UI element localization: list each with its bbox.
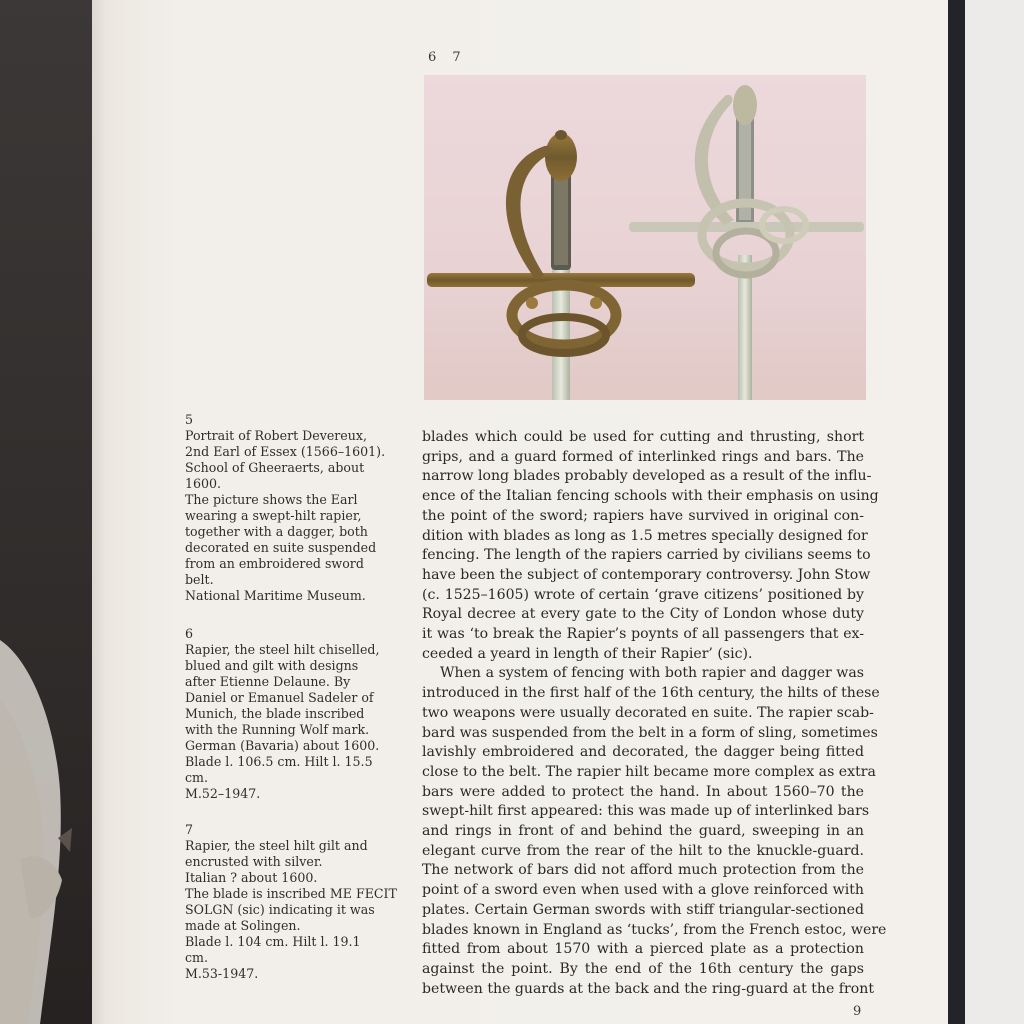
body-line: introduced in the first half of the 16th century, the hilts of these: [422, 685, 880, 702]
body-line: point of a sword even when used with a glove reinforced with: [422, 882, 864, 899]
body-line: blades known in England as ‘tucks’, from the French estoc, were: [422, 921, 887, 938]
body-line: fencing. The length of the rapiers carried by civilians seems to: [422, 547, 871, 564]
body-line: When a system of fencing with both rapier and dagger was: [440, 665, 864, 682]
body-line: between the guards at the back and the ring-guard at the front: [422, 980, 874, 997]
caption-line: The picture shows the Earl: [185, 492, 358, 507]
caption-line: SOLGN (sic) indicating it was: [185, 902, 375, 917]
caption-line: wearing a swept-hilt rapier,: [185, 508, 362, 523]
caption-line: 2nd Earl of Essex (1566–1601).: [185, 444, 386, 459]
caption-6: [185, 626, 385, 802]
table-background: [960, 0, 1024, 1024]
portrait-figure: [0, 0, 92, 1024]
body-line: (c. 1525–1605) wrote of certain ‘grave citizens’ positioned by: [422, 586, 864, 603]
caption-line: together with a dagger, both: [185, 524, 368, 539]
caption-5: [185, 412, 385, 604]
caption-line: from an embroidered sword: [185, 556, 364, 571]
body-line: lavishly embroidered and decorated, the dagger being fitted: [422, 744, 864, 761]
body-line: have been the subject of contemporary controversy. John Stow: [422, 566, 871, 583]
body-line: elegant curve from the rear of the hilt to the knuckle-guard.: [422, 842, 864, 859]
caption-line: made at Solingen.: [185, 918, 301, 933]
body-line: dition with blades as long as 1.5 metres specially designed for: [422, 527, 868, 544]
caption-line: Italian ? about 1600.: [185, 870, 318, 885]
body-line: two weapons were usually decorated en suite. The rapier scab-: [422, 704, 874, 721]
caption-line: blued and gilt with designs: [185, 658, 359, 673]
plate-numbers: 6 7: [428, 50, 467, 65]
caption-line: Rapier, the steel hilt chiselled,: [185, 642, 380, 657]
body-line: fitted from about 1570 with a pierced plate as a protection: [422, 941, 864, 958]
body-line: the point of the sword; rapiers have survived in original con-: [422, 507, 864, 524]
caption-line: cm.: [185, 770, 208, 785]
caption-line: Munich, the blade inscribed: [185, 706, 365, 721]
caption-line: 1600.: [185, 476, 222, 491]
body-line: plates. Certain German swords with stiff triangular-sectioned: [422, 901, 864, 918]
caption-7: [185, 822, 397, 982]
body-line: ence of the Italian fencing schools with their emphasis on using: [422, 488, 879, 505]
caption-line: The blade is inscribed ME FECIT: [185, 886, 397, 901]
body-text: [422, 428, 887, 999]
body-line: bars were added to protect the hand. In about 1560–70 the: [422, 783, 864, 800]
body-line: bard was suspended from the belt in a form of sling, sometimes: [422, 724, 878, 741]
caption-number: 6: [185, 626, 194, 641]
body-line: The network of bars did not afford much protection from the: [422, 862, 864, 879]
caption-line: Blade l. 106.5 cm. Hilt l. 15.5: [185, 754, 373, 769]
book-cover-edge: [945, 0, 965, 1024]
caption-line: Daniel or Emanuel Sadeler of: [185, 690, 374, 705]
caption-number: 7: [185, 822, 194, 837]
caption-line: M.53-1947.: [185, 966, 259, 981]
body-line: it was ‘to break the Rapier’s poynts of all passengers that ex-: [422, 626, 864, 643]
body-line: against the point. By the end of the 16th century the gaps: [422, 960, 864, 977]
page-number: 9: [853, 1004, 862, 1019]
caption-line: cm.: [185, 950, 208, 965]
body-line: grips, and a guard formed of interlinked rings and bars. The: [422, 448, 864, 465]
caption-line: Blade l. 104 cm. Hilt l. 19.1: [185, 934, 361, 949]
body-line: and rings in front of and behind the guard, sweeping in an: [422, 823, 864, 840]
caption-line: with the Running Wolf mark.: [185, 722, 370, 737]
caption-line: German (Bavaria) about 1600.: [185, 738, 380, 753]
caption-line: M.52–1947.: [185, 786, 261, 801]
body-line: blades which could be used for cutting and thrusting, short: [422, 429, 864, 445]
caption-line: decorated en suite suspended: [185, 540, 377, 555]
caption-line: after Etienne Delaune. By: [185, 674, 351, 689]
body-line: swept-hilt first appeared: this was made up of interlinked bars: [422, 803, 870, 820]
caption-line: belt.: [185, 572, 214, 587]
caption-line: Rapier, the steel hilt gilt and: [185, 838, 368, 853]
portrait-plate-edge: [0, 0, 92, 1024]
body-line: ceeded a yeard in length of their Rapier’ (sic).: [422, 645, 753, 662]
body-line: close to the belt. The rapier hilt became more complex as extra: [422, 763, 876, 780]
caption-line: School of Gheeraerts, about: [185, 460, 365, 475]
caption-number: 5: [185, 412, 194, 427]
body-line: Royal decree at every gate to the City of London whose duty: [422, 606, 864, 623]
caption-line: Portrait of Robert Devereux,: [185, 428, 367, 443]
body-line: narrow long blades probably developed as a result of the influ-: [422, 468, 872, 485]
caption-line: encrusted with silver.: [185, 854, 323, 869]
rapiers-photograph: [424, 75, 866, 400]
caption-line: National Maritime Museum.: [185, 588, 366, 603]
